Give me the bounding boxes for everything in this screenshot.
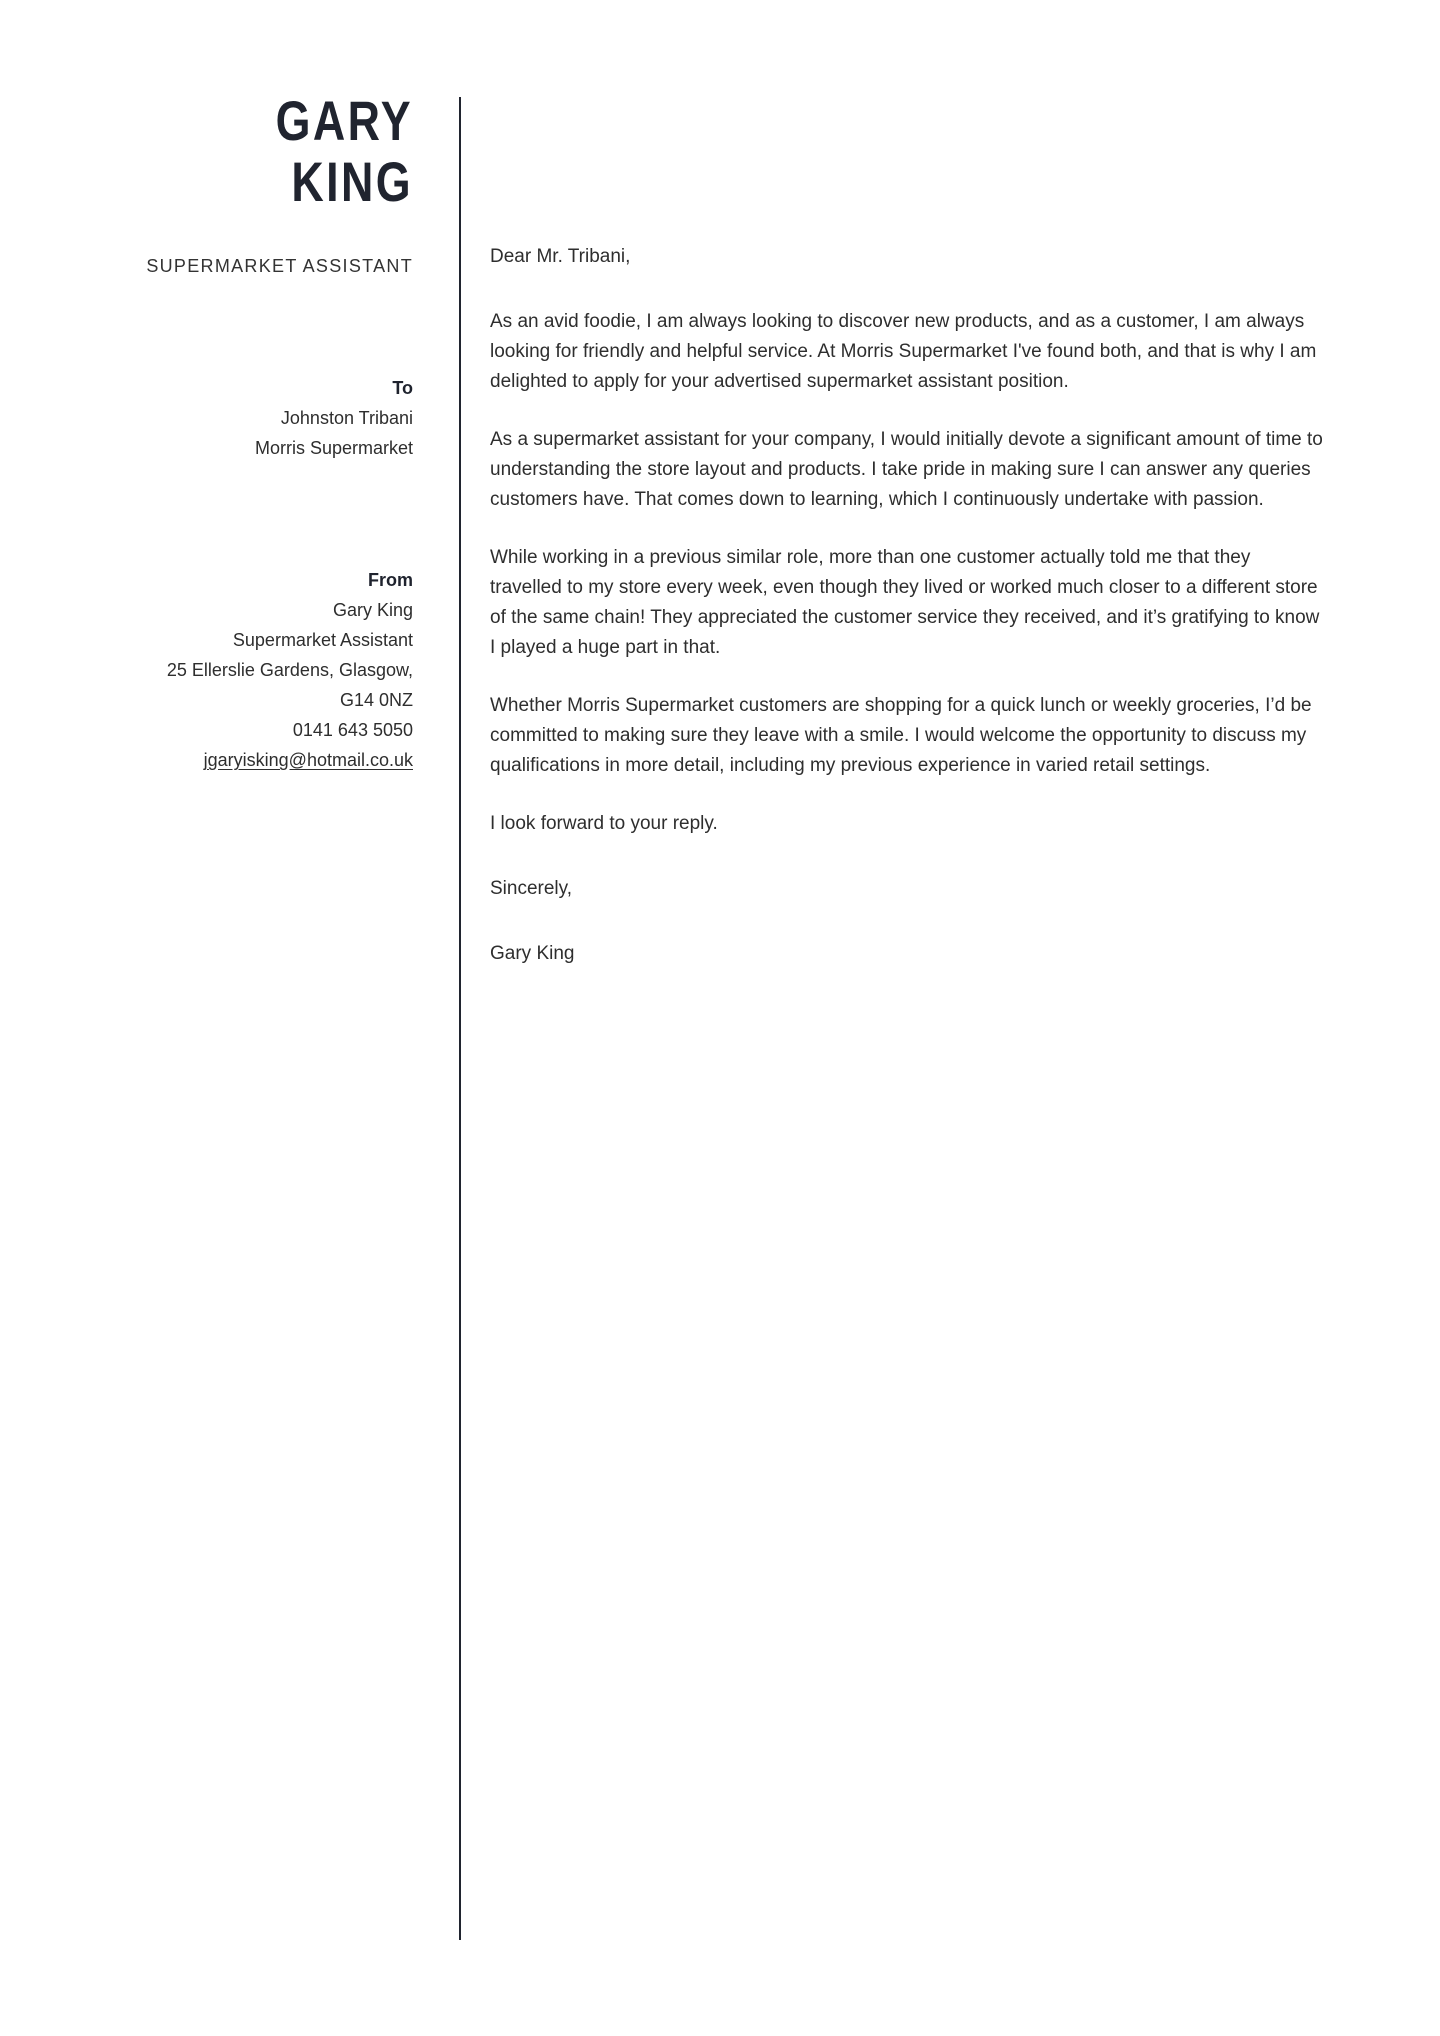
paragraph-commitment: Whether Morris Supermarket customers are shopping for a quick lunch or weekly groceries, I’d be committed to making sure they leave with a smile. I would welcome the opportunity to discuss my qualifications in more detail, including my previous experience in varied retail settings. — [490, 695, 1312, 776]
recipient-company: Morris Supermarket — [254, 438, 413, 458]
paragraph-role-approach: As a supermarket assistant for your company, I would initially devote a significant amount of time to understanding the store layout and products. I take pride in making sure I can answer any queries customers have. That comes down to learning, which I continuously undertake with passion. — [490, 429, 1323, 510]
sign-off: Sincerely, — [490, 878, 573, 899]
sender-job-title: Supermarket Assistant — [232, 630, 413, 650]
paragraph-experience: While working in a previous similar role, more than one customer actually told me that they travelled to my store every week, even though they lived or worked much closer to a different store of the same chain! They appreciated the customer service they received, and it’s gratifying to know I played a huge part in that. — [490, 547, 1320, 658]
applicant-name-line2: KING — [291, 150, 413, 213]
recipient-label: To — [392, 378, 413, 398]
applicant-name — [163, 90, 413, 212]
sender-street-address: 25 Ellerslie Gardens, Glasgow, — [166, 660, 413, 680]
signature-name: Gary King — [490, 943, 575, 964]
letter-body — [490, 242, 1323, 969]
vertical-divider — [459, 97, 461, 1940]
sender-phone: 0141 643 5050 — [292, 720, 413, 740]
salutation: Dear Mr. Tribani, — [490, 246, 631, 267]
closing-line: I look forward to your reply. — [490, 813, 718, 834]
sender-label: From — [368, 570, 413, 590]
applicant-name-line1: GARY — [275, 89, 413, 152]
job-title: SUPERMARKET ASSISTANT — [146, 256, 413, 276]
paragraph-intro: As an avid foodie, I am always looking to discover new products, and as a customer, I am always looking for friendly and helpful service. At Morris Supermarket I've found both, and that is why I am delighted to apply for your advertised supermarket assistant position. — [490, 311, 1317, 392]
sender-email-link[interactable]: jgaryisking@hotmail.co.uk — [203, 750, 413, 770]
recipient-block — [100, 373, 413, 463]
sender-postcode: G14 0NZ — [339, 690, 413, 710]
sender-name: Gary King — [332, 600, 413, 620]
recipient-name: Johnston Tribani — [280, 408, 413, 428]
sidebar — [100, 0, 413, 775]
sender-block — [100, 565, 413, 775]
